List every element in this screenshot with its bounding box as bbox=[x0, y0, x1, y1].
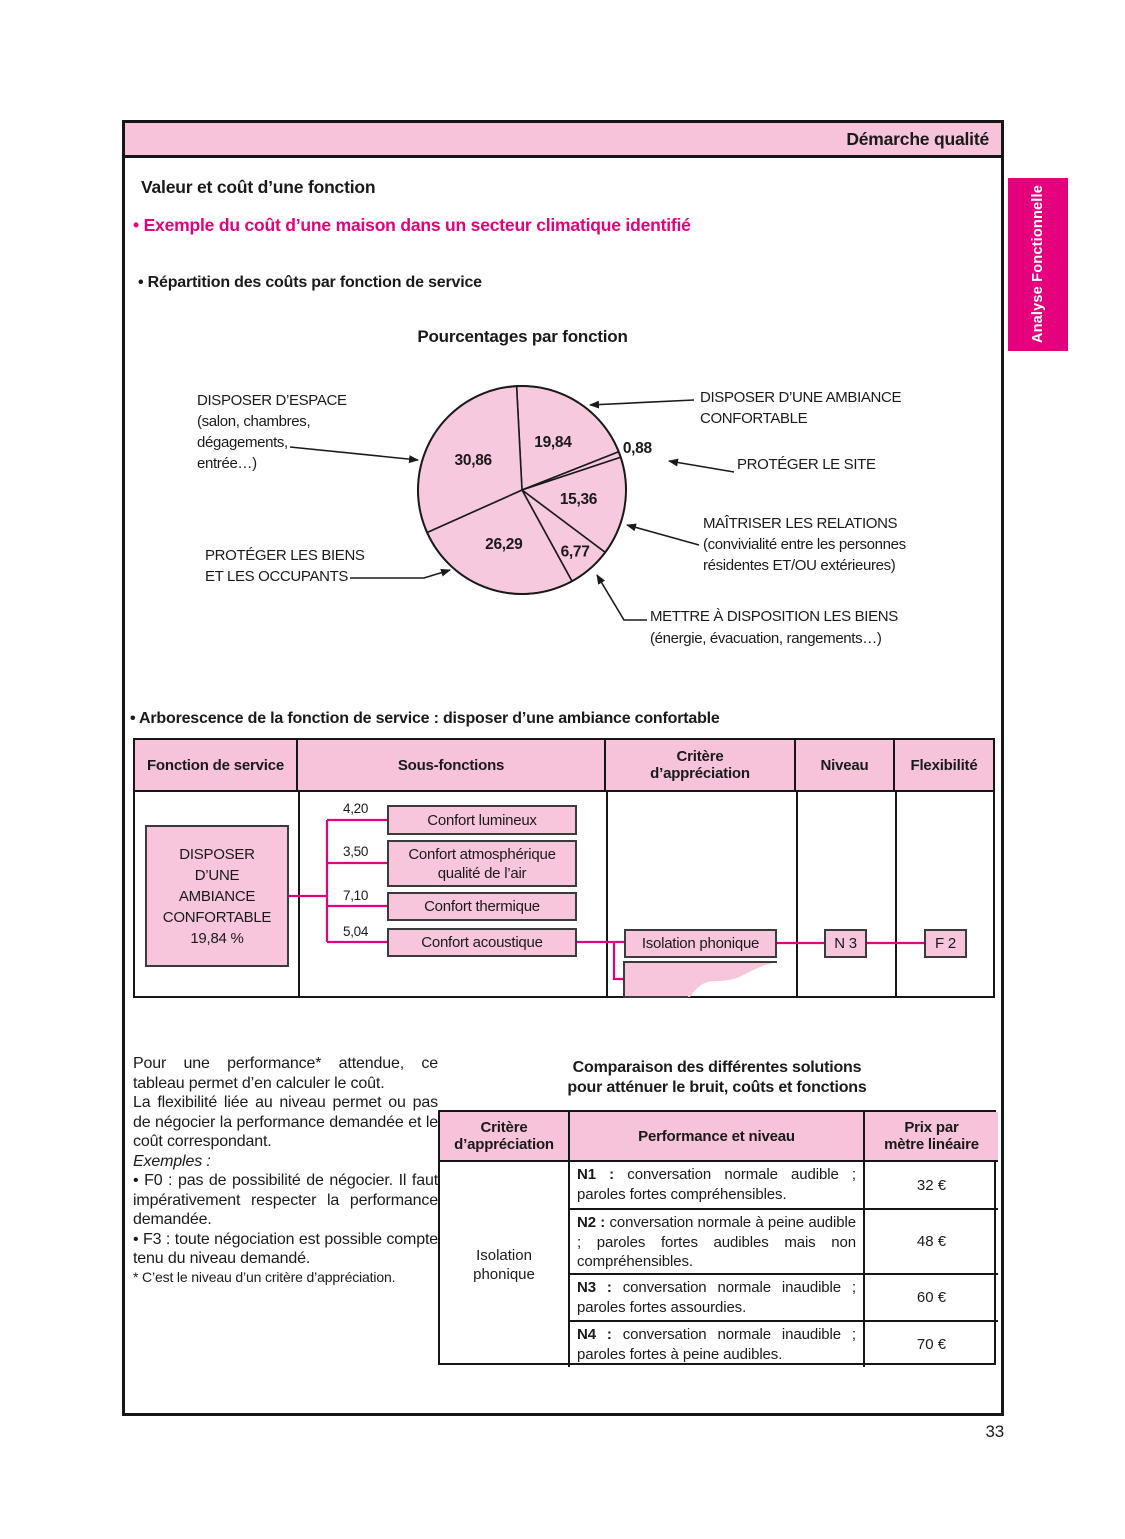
paragraph-flexibilite: La flexibilité liée au niveau permet ou pas de négocier la performance demandée et le coût correspondant. bbox=[133, 1094, 438, 1150]
callout-relations bbox=[627, 515, 906, 574]
page-number: 33 bbox=[985, 1422, 1004, 1441]
col-header-flexibilite: Flexibilité bbox=[895, 740, 993, 792]
callout-ambiance bbox=[590, 389, 902, 427]
example-heading: • Exemple du coût d’une maison dans un secteur climatique identifié bbox=[133, 215, 691, 235]
comparison-row-n4 bbox=[570, 1322, 998, 1367]
price-cell: 60 € bbox=[916, 1289, 947, 1306]
torn-continuation-box bbox=[624, 962, 777, 997]
svg-text:ET LES OCCUPANTS: ET LES OCCUPANTS bbox=[205, 568, 349, 585]
subfunction-box-acoustique: Confort acoustique bbox=[387, 928, 577, 957]
flexibilite-box: F 2 bbox=[924, 929, 967, 958]
svg-text:DISPOSER D’ESPACE: DISPOSER D’ESPACE bbox=[197, 392, 347, 409]
svg-text:résidentes ET/OU extérieures): résidentes ET/OU extérieures) bbox=[703, 557, 896, 574]
svg-text:entrée…): entrée…) bbox=[197, 455, 257, 472]
callout-disposition bbox=[597, 575, 898, 647]
paragraph-performance: Pour une performance* attendue, ce tableau permet d’en calculer le coût. bbox=[133, 1055, 438, 1092]
callout-site bbox=[669, 456, 876, 473]
side-tab-label: Analyse Fonctionnelle bbox=[1030, 185, 1046, 344]
arborescence-table bbox=[133, 738, 995, 998]
criterion-cell: Isolation phonique bbox=[440, 1162, 570, 1367]
svg-text:PROTÉGER LE SITE: PROTÉGER LE SITE bbox=[737, 456, 876, 473]
comparison-row-n1 bbox=[570, 1162, 998, 1210]
critere-box-isolation-phonique: Isolation phonique bbox=[624, 929, 777, 958]
arrow-site bbox=[669, 461, 734, 472]
cmp-header-prix: Prix par mètre linéaire bbox=[865, 1112, 998, 1162]
chapter-header-bar bbox=[122, 120, 1004, 158]
example-f3: • F3 : toute négociation est possible compte tenu du niveau demandé. bbox=[133, 1230, 438, 1267]
arrow-espace bbox=[290, 447, 418, 460]
cmp-header-critere: Critère d’appréciation bbox=[440, 1112, 570, 1162]
arrow-relations bbox=[627, 525, 699, 545]
svg-text:DISPOSER D’UNE AMBIANCE: DISPOSER D’UNE AMBIANCE bbox=[700, 389, 902, 406]
footnote: * C’est le niveau d’un critère d’appréciation. bbox=[133, 1268, 396, 1285]
arborescence-heading: • Arborescence de la fonction de service : disposer d’une ambiance confortable bbox=[130, 710, 720, 727]
subfunction-value: 3,50 bbox=[343, 844, 369, 859]
cmp-header-performance: Performance et niveau bbox=[570, 1112, 865, 1162]
svg-text:dégagements,: dégagements, bbox=[197, 434, 288, 451]
subfunction-box-lumineux: Confort lumineux bbox=[387, 805, 577, 835]
col-header-sous-fonctions: Sous-fonctions bbox=[298, 740, 606, 792]
subfunction-value: 4,20 bbox=[343, 801, 369, 816]
subfunction-value: 7,10 bbox=[343, 888, 369, 903]
performance-cell: N2 : conversation normale à peine audible ; paroles fortes audibles mais non compréhensibles. bbox=[570, 1210, 865, 1273]
example-f0: • F0 : pas de possibilité de négocier. Il faut impérativement respecter la performance demandée. bbox=[133, 1172, 438, 1228]
comparison-title: Comparaison des différentes solutions pour atténuer le bruit, coûts et fonctions bbox=[567, 1059, 867, 1096]
chapter-title: Démarche qualité bbox=[846, 128, 989, 149]
callout-disposer-espace bbox=[197, 392, 418, 472]
svg-text:MAÎTRISER LES RELATIONS: MAÎTRISER LES RELATIONS bbox=[703, 515, 898, 532]
performance-cell: N4 : conversation normale inaudible ; paroles fortes à peine audibles. bbox=[570, 1322, 865, 1367]
price-cell: 48 € bbox=[916, 1233, 947, 1250]
pie-value-5: 30,86 bbox=[454, 452, 492, 470]
price-cell: 70 € bbox=[916, 1336, 947, 1353]
page-title: Valeur et coût d’une fonction bbox=[141, 177, 376, 197]
col-header-fonction: Fonction de service bbox=[135, 740, 298, 792]
svg-text:PROTÉGER LES BIENS: PROTÉGER LES BIENS bbox=[205, 547, 365, 564]
callout-occupants bbox=[205, 547, 450, 585]
comparison-table bbox=[438, 1110, 996, 1365]
niveau-box: N 3 bbox=[824, 929, 867, 958]
pie-value-0: 19,84 bbox=[534, 433, 572, 451]
performance-cell: N3 : conversation normale inaudible ; paroles fortes assourdies. bbox=[570, 1275, 865, 1320]
svg-text:CONFORTABLE: CONFORTABLE bbox=[700, 410, 808, 427]
col-header-niveau: Niveau bbox=[796, 740, 895, 792]
pie-chart bbox=[122, 340, 1002, 670]
pie-value-2: 15,36 bbox=[559, 491, 598, 509]
examples-label: Exemples : bbox=[133, 1152, 211, 1170]
svg-text:(salon, chambres,: (salon, chambres, bbox=[197, 413, 311, 430]
pie-value-3: 6,77 bbox=[560, 543, 590, 561]
svg-text:METTRE À DISPOSITION LES BIENS: METTRE À DISPOSITION LES BIENS bbox=[650, 608, 898, 625]
price-cell: 32 € bbox=[916, 1176, 947, 1194]
svg-text:(énergie, évacuation, rangemen: (énergie, évacuation, rangements…) bbox=[650, 630, 882, 647]
pie-value-4: 26,29 bbox=[485, 536, 523, 554]
col-header-critere: Critère d’appréciation bbox=[606, 740, 796, 792]
arrow-disposition bbox=[597, 575, 647, 620]
comparison-row-n3 bbox=[570, 1275, 998, 1322]
arrow-occupants bbox=[350, 570, 450, 578]
performance-cell: N1 : conversation normale audible ; paroles fortes compréhensibles. bbox=[570, 1162, 865, 1208]
subfunction-value: 5,04 bbox=[343, 924, 369, 939]
repartition-heading: • Répartition des coûts par fonction de service bbox=[138, 274, 482, 291]
pie-group bbox=[418, 386, 652, 594]
arrow-ambiance bbox=[590, 400, 694, 405]
subfunction-box-atmospherique: Confort atmosphérique qualité de l’air bbox=[387, 840, 577, 887]
explanatory-text bbox=[133, 1054, 438, 1286]
pie-value-1: 0,88 bbox=[622, 440, 652, 457]
side-tab bbox=[1008, 178, 1068, 351]
svg-text:(convivialité entre les person: (convivialité entre les personnes bbox=[703, 536, 906, 553]
root-function-box: DISPOSER D’UNE AMBIANCE CONFORTABLE 19,84 % bbox=[145, 825, 289, 967]
comparison-row-n2 bbox=[570, 1210, 998, 1275]
chart-title: Pourcentages par fonction bbox=[417, 327, 628, 346]
subfunction-box-thermique: Confort thermique bbox=[387, 892, 577, 921]
